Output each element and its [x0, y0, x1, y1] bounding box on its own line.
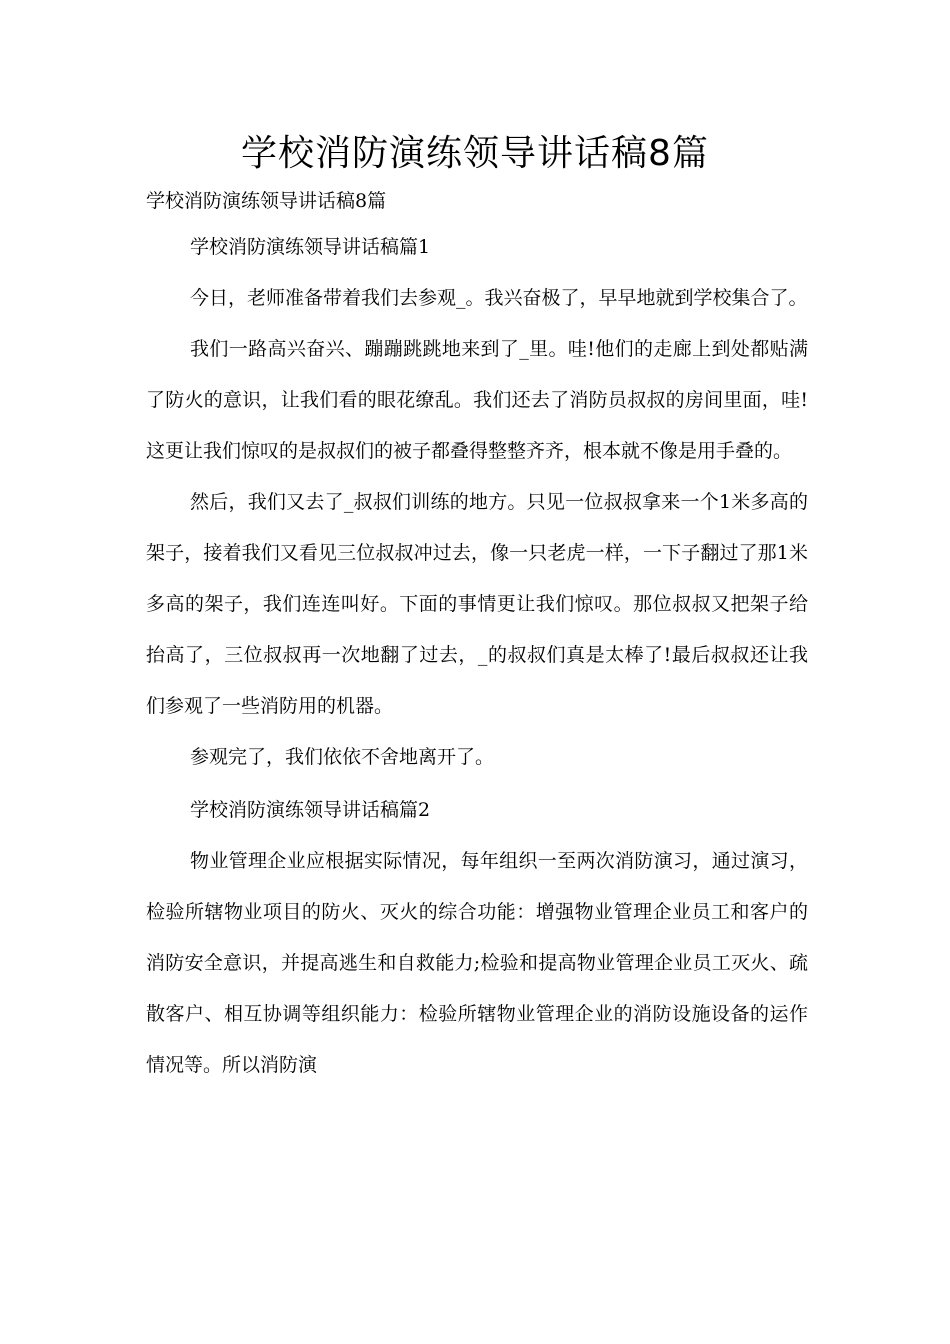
- document-subtitle: 学校消防演练领导讲话稿8篇: [146, 190, 387, 212]
- section-heading-2: 学校消防演练领导讲话稿篇2: [190, 799, 431, 821]
- paragraph: 物业管理企业应根据实际情况，每年组织一至两次消防演习，通过演习，检验所辖物业项目的防火、灭火的综合功能：增强物业管理企业员工和客户的消防安全意识，并提高逃生和自救能力;检验和提高物业管理企业员工灭火、疏散客户、相互协调等组织能力：检验所辖物业管理企业的消防设施设备的运作情况等。所以消防演: [146, 850, 808, 1076]
- paragraph: 我们一路高兴奋兴、蹦蹦跳跳地来到了_里。哇!他们的走廊上到处都贴满了防火的意识，让我们看的眼花缭乱。我们还去了消防员叔叔的房间里面，哇!这更让我们惊叹的是叔叔们的被子都叠得整整齐齐，根本就不像是用手叠的。: [146, 338, 808, 462]
- document-body: [146, 182, 808, 1091]
- section-heading-1: 学校消防演练领导讲话稿篇1: [190, 236, 431, 258]
- paragraph: 参观完了，我们依依不舍地离开了。: [190, 746, 495, 768]
- document-title: 学校消防演练领导讲话稿8篇: [241, 133, 709, 174]
- paragraph: 然后，我们又去了_叔叔们训练的地方。只见一位叔叔拿来一个1米多高的架子，接着我们又看见三位叔叔冲过去，像一只老虎一样，一下子翻过了那1米多高的架子，我们连连叫好。下面的事情更让我们惊叹。那位叔叔又把架子给抬高了，三位叔叔再一次地翻了过去，_的叔叔们真是太棒了!最后叔叔还让我们参观了一些消防用的机器。: [146, 491, 808, 717]
- paragraph: 今日，老师准备带着我们去参观_。我兴奋极了，早早地就到学校集合了。: [190, 287, 808, 309]
